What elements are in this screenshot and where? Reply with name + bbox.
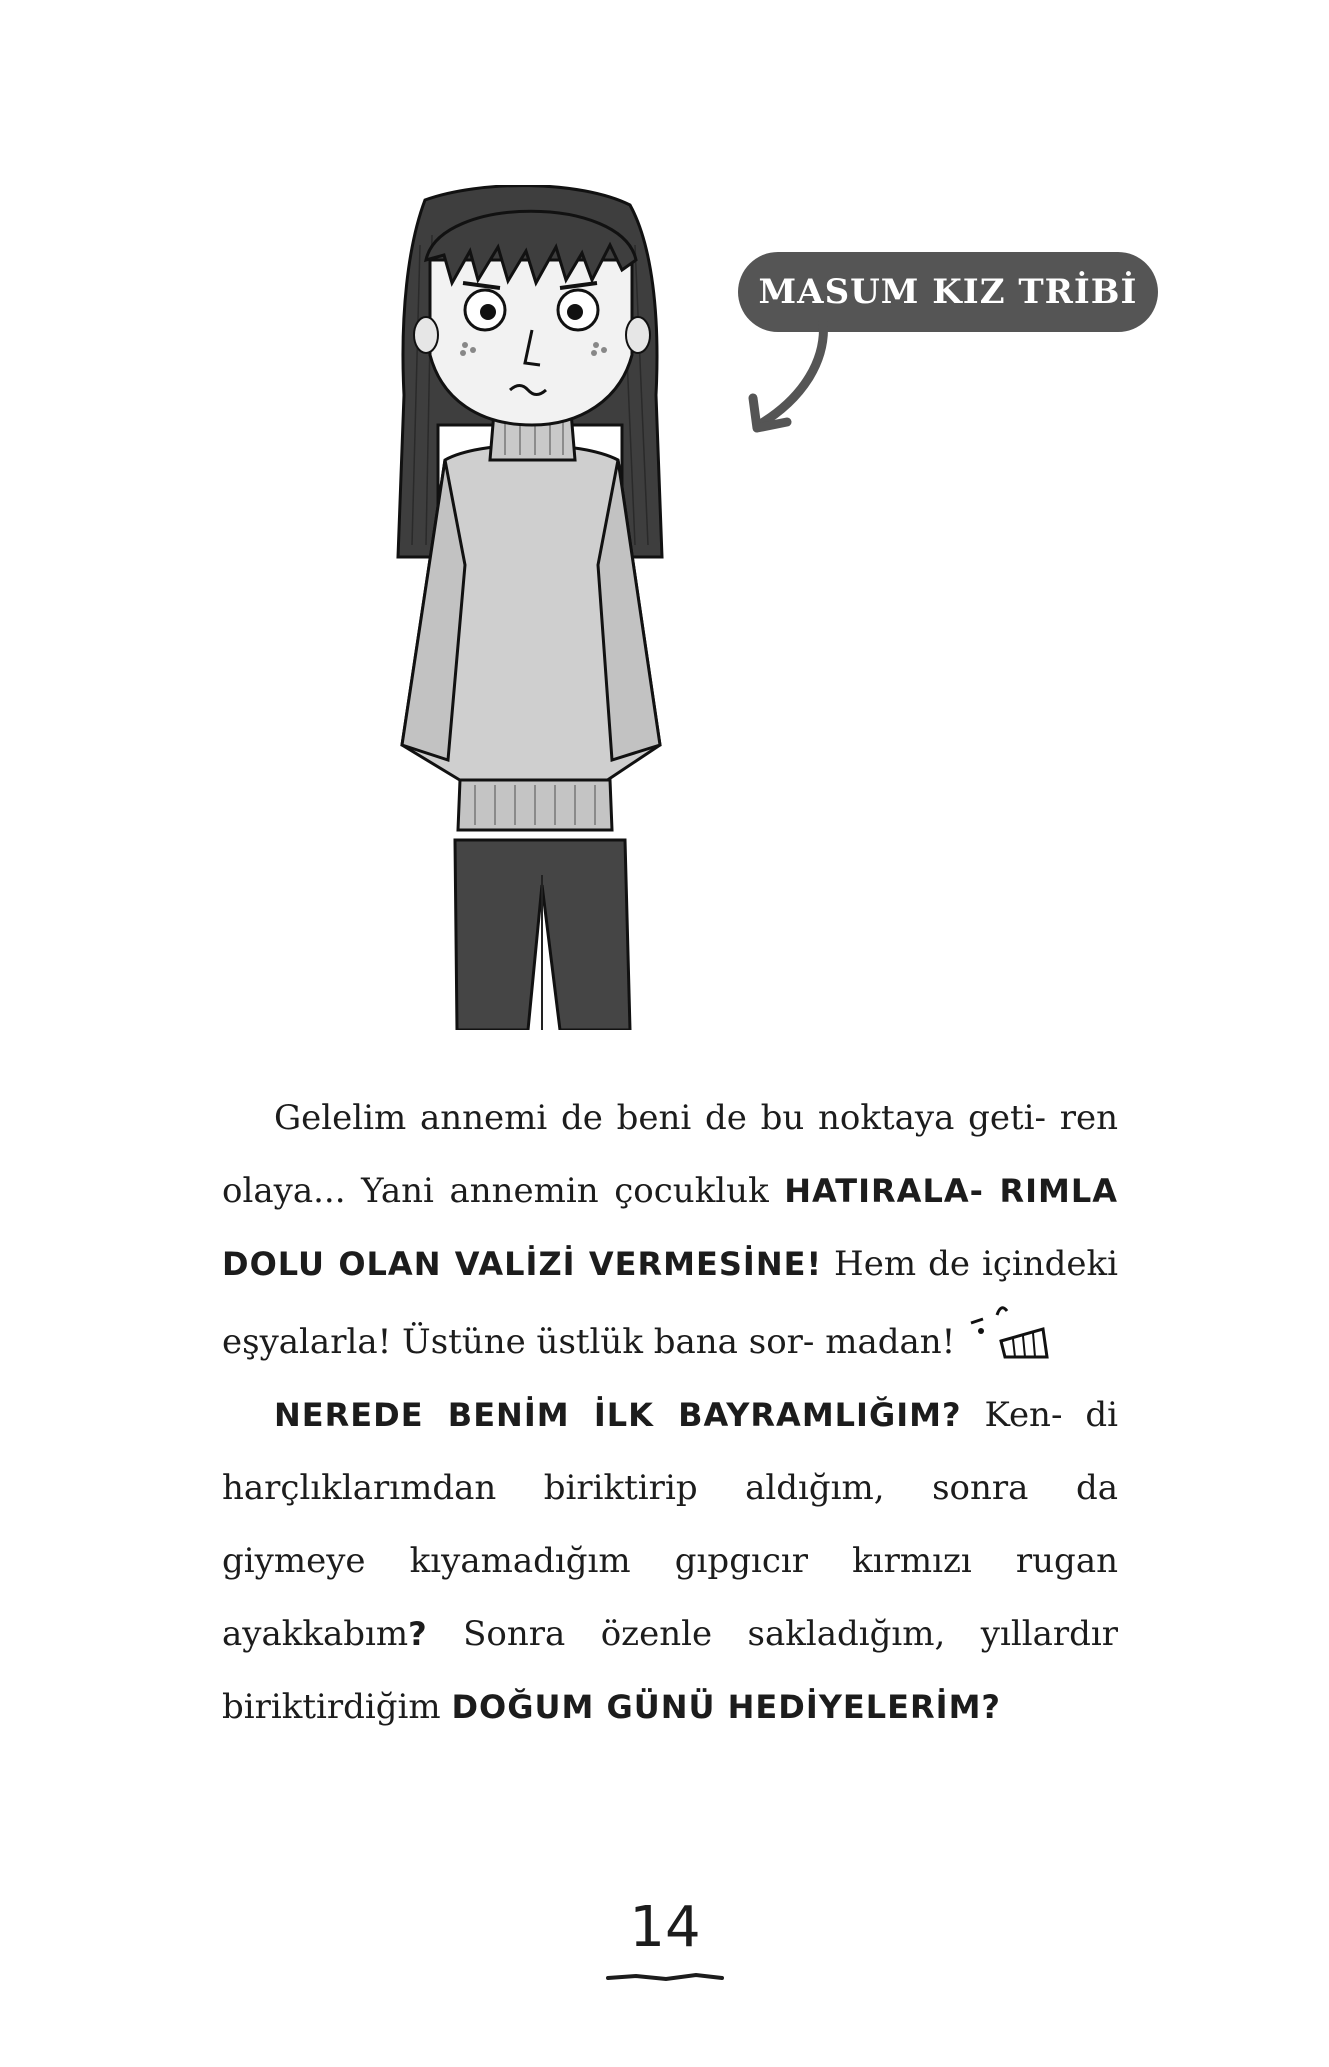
text-line: de içindeki eşyalarla! Üstüne üstlük bana sor-	[222, 1244, 1118, 1362]
paragraph-1	[222, 1082, 1118, 1379]
speech-arrow-icon	[745, 318, 845, 438]
text-line: giymeye kıyamadığım gıpgıcır kırmızı rugan	[222, 1541, 1118, 1581]
page-number: 14	[629, 1895, 701, 1960]
emphasis-text: NEREDE BENİM İLK BAYRAMLIĞIM?	[274, 1396, 962, 1434]
emphasis-text: HATIRALA-	[784, 1172, 984, 1210]
emphasis-text: ?	[408, 1615, 428, 1653]
angry-face-icon	[967, 1301, 1053, 1361]
emphasis-text: DOĞUM GÜNÜ HEDİYELERİM?	[451, 1688, 1001, 1726]
girl-illustration	[360, 185, 700, 1030]
text-line: Sonra özenle sakladığım, yıllardır	[427, 1614, 1118, 1654]
emphasis-text: RIMLA DOLU OLAN VALİZİ VERMESİNE!	[222, 1172, 1118, 1283]
paragraph-2	[222, 1379, 1118, 1744]
text-line: madan!	[825, 1322, 956, 1362]
page-number-underline	[606, 1970, 724, 1984]
text-line: ren olaya... Yani annemin çocukluk	[222, 1098, 1119, 1211]
text-line: biriktirdiğim	[222, 1687, 452, 1727]
text-line: Ken-	[961, 1395, 1063, 1435]
text-line: ayakkabım	[222, 1614, 409, 1654]
text-line: Hem	[822, 1244, 917, 1284]
body-text	[222, 1082, 1118, 1744]
text-line: di harçlıklarımdan biriktirip aldığım, sonra da	[222, 1395, 1118, 1508]
speech-bubble-label: MASUM KIZ TRİBİ	[758, 272, 1138, 312]
text-line: Gelelim annemi de beni de bu noktaya geti-	[274, 1098, 1046, 1138]
